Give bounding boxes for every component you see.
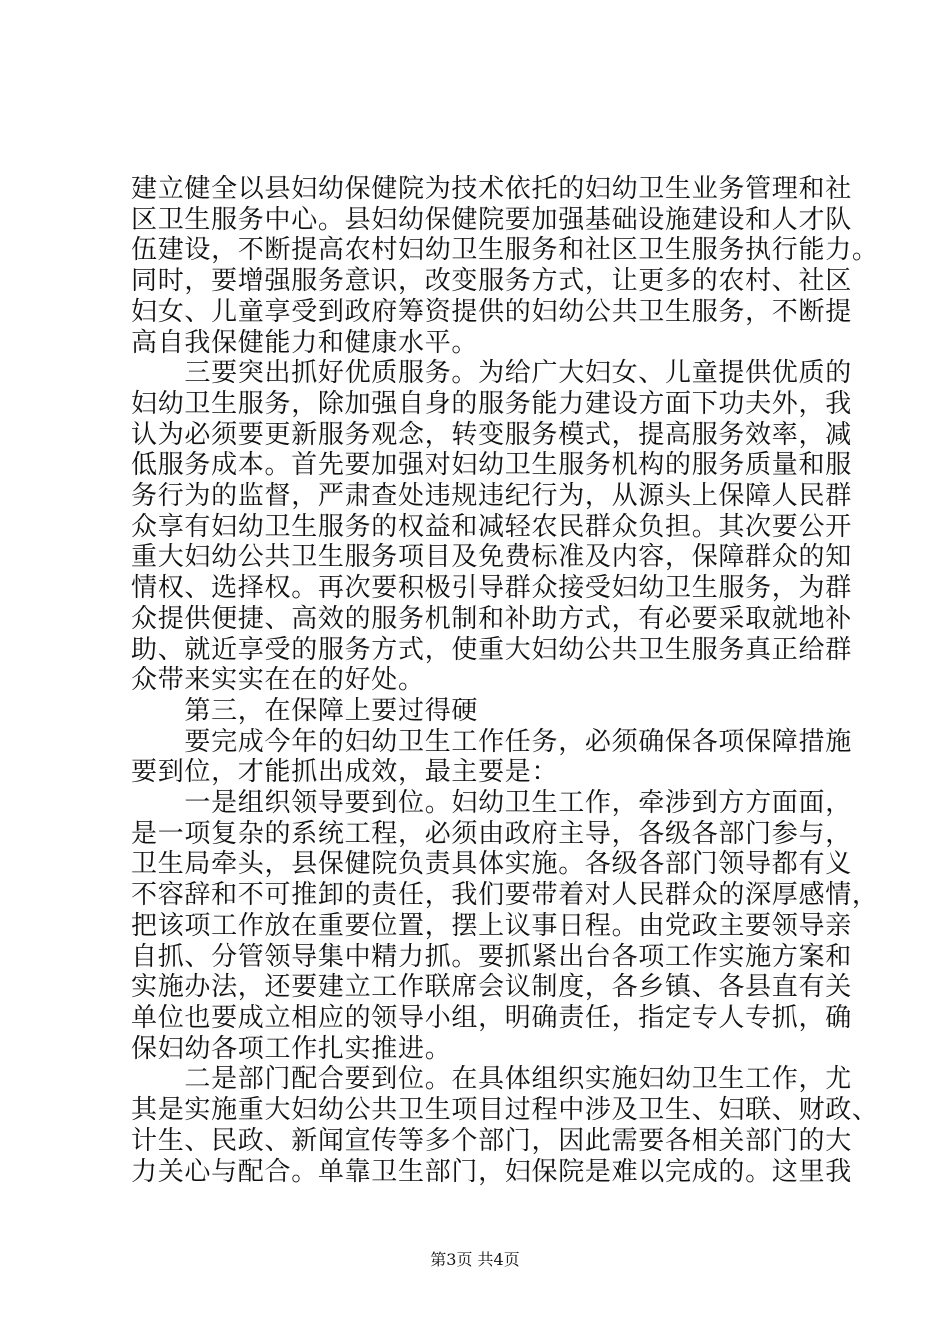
section-heading: 第三，在保障上要过得硬 [131,695,479,726]
text-line: 重大妇幼公共卫生服务项目及免费标准及内容，保障群众的知 [131,542,852,573]
text-line: 二是部门配合要到位。在具体组织实施妇幼卫生工作，尤 [131,1064,852,1095]
text-line: 高自我保健能力和健康水平。 [131,327,479,358]
text-line: 要完成今年的妇幼卫生工作任务，必须确保各项保障措施 [131,726,852,757]
text-line: 三要突出抓好优质服务。为给广大妇女、儿童提供优质的 [131,358,852,389]
text-line: 是一项复杂的系统工程，必须由政府主导，各级各部门参与， [131,818,852,849]
text-line: 其是实施重大妇幼公共卫生项目过程中涉及卫生、妇联、财政、 [131,1095,879,1126]
text-line: 卫生局牵头，县保健院负责具体实施。各级各部门领导都有义 [131,849,852,880]
text-line: 认为必须要更新服务观念，转变服务模式，提高服务效率，减 [131,419,852,450]
text-line: 低服务成本。首先要加强对妇幼卫生服务机构的服务质量和服 [131,450,852,481]
text-line: 众带来实实在在的好处。 [131,665,425,696]
body-text [131,174,879,1187]
text-line: 区卫生服务中心。县妇幼保健院要加强基础设施建设和人才队 [131,204,852,235]
text-line: 力关心与配合。单靠卫生部门，妇保院是难以完成的。这里我 [131,1156,852,1187]
text-line: 计生、民政、新闻宣传等多个部门，因此需要各相关部门的大 [131,1125,852,1156]
text-line: 情权、选择权。再次要积极引导群众接受妇幼卫生服务，为群 [131,573,852,604]
text-line: 助、就近享受的服务方式，使重大妇幼公共卫生服务真正给群 [131,634,852,665]
text-line: 要到位，才能抓出成效，最主要是： [131,757,559,788]
text-line: 众提供便捷、高效的服务机制和补助方式，有必要采取就地补 [131,603,852,634]
text-line: 把该项工作放在重要位置，摆上议事日程。由党政主要领导亲 [131,910,852,941]
page-number-footer: 第3页 共4页 [430,1250,520,1269]
text-line: 妇幼卫生服务，除加强自身的服务能力建设方面下功夫外，我 [131,388,852,419]
text-line: 保妇幼各项工作扎实推进。 [131,1033,452,1064]
text-line: 单位也要成立相应的领导小组，明确责任，指定专人专抓，确 [131,1002,852,1033]
text-line: 不容辞和不可推卸的责任，我们要带着对人民群众的深厚感情， [131,880,879,911]
text-line: 妇女、儿童享受到政府筹资提供的妇幼公共卫生服务，不断提 [131,296,852,327]
text-line: 伍建设，不断提高农村妇幼卫生服务和社区卫生服务执行能力。 [131,235,879,266]
text-line: 同时，要增强服务意识，改变服务方式，让更多的农村、社区 [131,266,852,297]
text-line: 建立健全以县妇幼保健院为技术依托的妇幼卫生业务管理和社 [131,174,852,204]
text-line: 自抓、分管领导集中精力抓。要抓紧出台各项工作实施方案和 [131,941,852,972]
text-line: 众享有妇幼卫生服务的权益和减轻农民群众负担。其次要公开 [131,511,852,542]
text-line: 实施办法，还要建立工作联席会议制度，各乡镇、各县直有关 [131,972,852,1003]
text-line: 一是组织领导要到位。妇幼卫生工作，牵涉到方方面面， [131,788,852,819]
text-line: 务行为的监督，严肃查处违规违纪行为，从源头上保障人民群 [131,481,852,512]
